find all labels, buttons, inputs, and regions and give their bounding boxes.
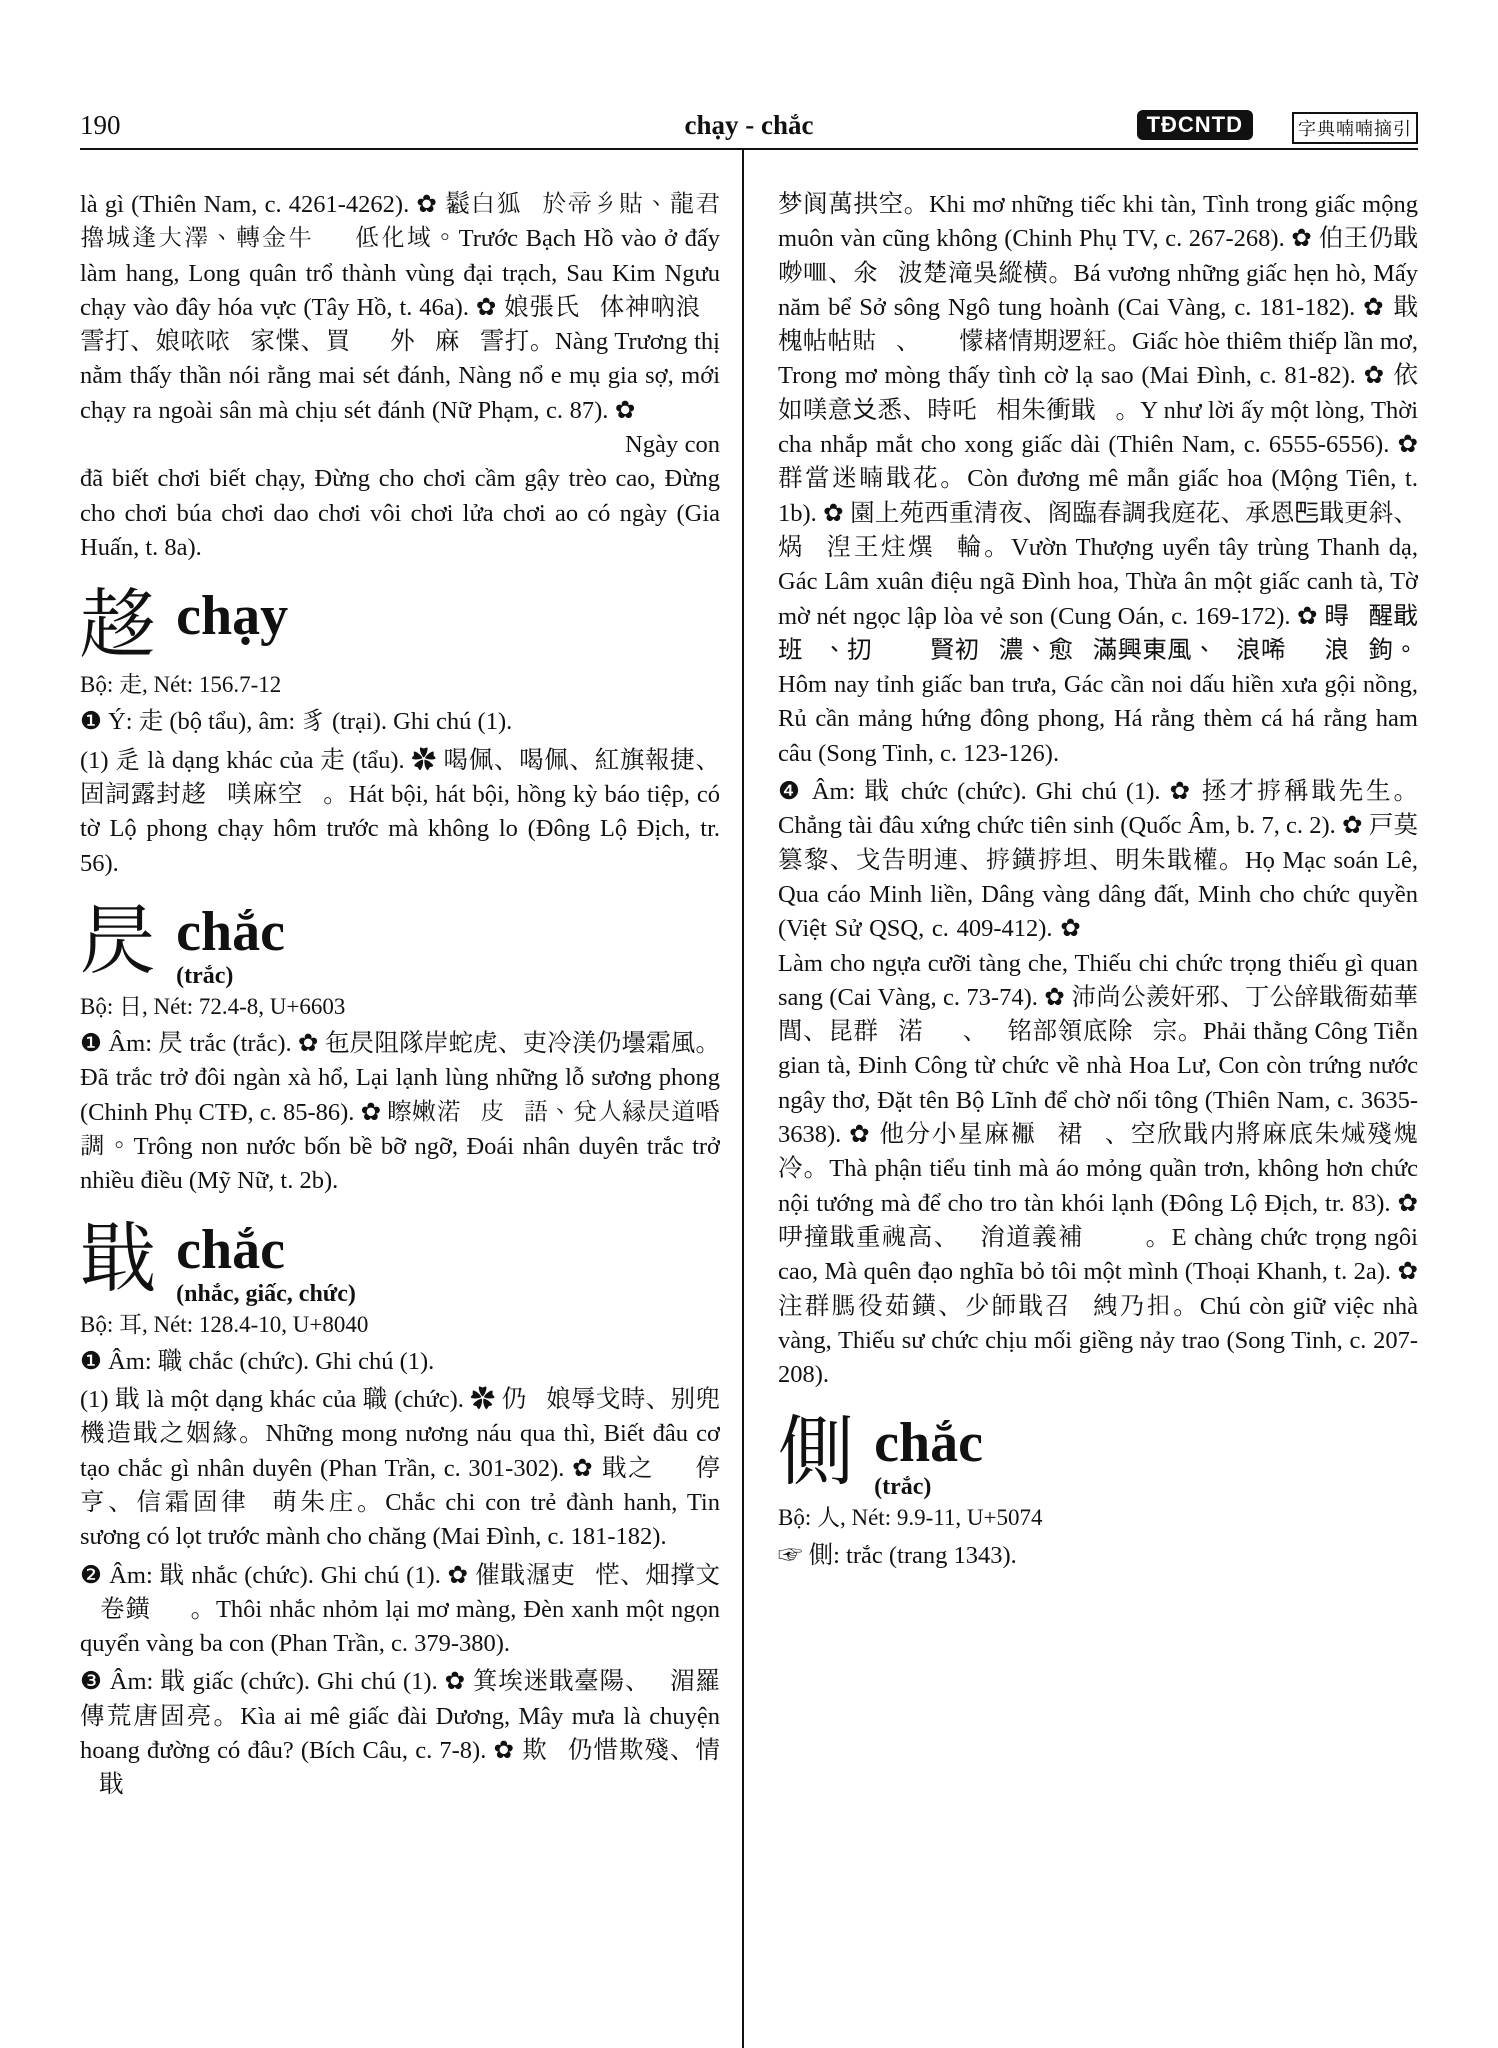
entry-alt-reading: (trắc) bbox=[176, 962, 234, 989]
entry-character: 戢 bbox=[80, 1217, 156, 1302]
entry-word: chắc bbox=[176, 1218, 285, 1281]
sense-1: ❶ Âm: 職 chắc (chức). Ghi chú (1). bbox=[80, 1347, 435, 1375]
sense-4: ❹ Âm: 戢 chức (chức). Ghi chú (1). ✿ 拯才𢭸稱戢先生。Chẳng tài đâu xứng chức tiên sinh (Quốc Âm, b. 7, c. 2). ✿ 戸莫篡黎、戈告明連、𢭸鐄𢭸坦、明朱戢權。Họ Mạc soán Lê, Qua cáo Minh liền, Dâng vàng dâng đất, Minh cho chức quyền (Việt Sử QSQ, c. 409-412). ✿ 𡗉朱馭𧍋藏嘜、少之戢重少之官𦇒。Làm cho ngựa cưỡi tàng che, Thiếu chi chức trọng thiếu gì quan sang (Cai Vàng, c. 73-74). ✿ 沛尚公羨奸邪、丁公辝戢衙茹華閭、昆群𠼯渃𤺳𤹾、𡀯铭部領底除𦀊宗。Phải thằng Công Tiễn gian tà, Đinh Công từ chức về nhà Hoa Lư, Con còn trứng nước ngây thơ, Đặt tên Bộ Lĩnh để chờ nối tông (Thiên Nam, c. 3635-3638). ✿ 他分小星麻𧞣𠯦裙𠹾、空欣戢内將麻底朱𤈪殘𤌋冷。Thà phận tiểu tinh mà áo mỏng quần trơn, không hơn chức nội tướng mà để cho tro tàn khói lạnh (Đông Lộ Địch, tr. 83). ✿ 吚撞戢重𩲡高、𢜝㳙道義補𥘀𠬠𨉟。E chàng chức trọng ngôi cao, Mà quên đạo nghĩa bỏ tôi một mình (Thoại Khanh, t. 2a). ✿ 注群𦟐役茹鐄、少師戢召𦀊絏乃𢪏。Chú còn giữ việc nhà vàng, Thiếu sư chức chịu mối giềng nảy trao (Song Tinh, c. 207-208). bbox=[778, 778, 1418, 1389]
sense-2: ❷ Âm: 戢 nhắc (chức). Ghi chú (1). ✿ 催戢𣽶吏𢜝恾、畑撑文𦹵卷鐄𠀧𥚇。Thôi nhắc nhỏm lại mơ màng, Đèn xanh một ngọn quyển vàng ba con (Phan Trần, c. 379-380). bbox=[80, 1561, 720, 1658]
column-divider bbox=[742, 150, 744, 2048]
entry-alt-reading: (trắc) bbox=[874, 1474, 932, 1501]
entry-radical: Bộ: 日, Nét: 72.4-8, U+6603 bbox=[80, 993, 346, 1019]
left-column bbox=[80, 188, 720, 1958]
sense-1: ❶ Âm: 昃 trắc (trắc). ✿ 㐌昃阻隊岸蛇虎、吏冷渼仍壜霜風。Đã trắc trở đôi ngàn xà hổ, Lại lạnh lùng những lỗ sương phong (Chinh Phụ CTĐ, c. 85-86). ✿ 𥌀嫩渃𡽫皮𢀨語、兑人縁昃道㖧調。Trông non nước bốn bề bỡ ngỡ, Đoái nhân duyên trắc trở nhiều điều (Mỹ Nữ, t. 2b). bbox=[80, 1030, 720, 1195]
entry-radical: Bộ: 人, Nét: 9.9-11, U+5074 bbox=[778, 1505, 1043, 1531]
entry-word: chạy bbox=[176, 585, 289, 648]
entry-head-chac-2 bbox=[80, 1219, 720, 1307]
entry-head-chac-3 bbox=[778, 1412, 1418, 1500]
entry-head-chay bbox=[80, 585, 720, 667]
sense-3: ❸ Âm: 戢 giấc (chức). Ghi chú (1). ✿ 箕埃迷戢臺陽、𠖈湄羅傳荒唐固亮。Kìa ai mê giấc đài Dương, Mây mưa là chuyện hoang đường có đâu? (Bích Câu, c. 7-8). ✿ 欺𥋳仍惜欺殘、情𢲫戢 bbox=[80, 1668, 720, 1799]
nom-logo: 字典喃喃摘引 bbox=[1292, 112, 1418, 144]
page-header bbox=[80, 104, 1418, 148]
note-1: (1) 辵 là dạng khác của 走 (tẩu). ✿ 喝佩、喝佩、紅旗報捷、固詞露封趍𣈕𠸍麻空𢥈。Hát bội, hát bội, hồng kỳ báo tiệp, có tờ Lộ phong chạy hôm trước mà không lo (Đông Lộ Địch, tr. 56). bbox=[80, 746, 720, 877]
cross-reference: ☞ 側: trắc (trang 1343). bbox=[778, 1541, 1017, 1569]
note-1: (1) 戢 là một dạng khác của 職 (chức). ✿ 仍𥉫娘辱戈時、别兜機造戢之姻緣。Những mong nương náu qua thì, Biết đâu cơ tạo chắc gì nhân duyên (Phan Trần, c. 301-302). ✿ 戢之𥚇𩡋停亨、信霜固律𩯰萌朱庄。Chắc chi con trẻ đành hanh, Tin sương có lọt trước mành cho chăng (Mai Đình, c. 181-182). bbox=[80, 1386, 720, 1551]
running-title: chạy - chắc bbox=[684, 110, 814, 140]
entry-character: 昃 bbox=[80, 899, 156, 984]
entry-word: chắc bbox=[176, 900, 285, 963]
entry-character: 側 bbox=[778, 1411, 854, 1496]
right-column bbox=[778, 188, 1418, 1958]
entry-character: 趍 bbox=[80, 584, 156, 669]
entry-alt-reading: (nhắc, giấc, chức) bbox=[176, 1280, 356, 1307]
header-rule bbox=[80, 148, 1418, 150]
entry-continuation: là gì (Thiên Nam, c. 4261-4262). ✿ 𩯰白狐𠖈於帝乡𧵑、龍君擼城逢大澤、轉金牛𨀈𠖈低化域。Trước Bạch Hồ vào ở đấy làm hang, Long quân trổ thành vùng đại trạch, Sau Kim Ngưu chạy vào đây hóa vực (Tây Hồ, t. 46a). ✿ 娘張氏𦝄体神吶浪𣈕霅打、娘𠲖𠲖𡛔家惵、買𨀈𠱖外𡑝麻𠺒霅打。Nàng Trương thị nằm thấy thần nói rằng mai sét đánh, Nàng nổ e mụ gia sợ, mới chạy ra ngoài sân mà chịu sét đánh (Nữ Phạm, c. 87). ✿ 𤄯𥚇𦊚别𨔈别𨀈、停朱𨔈擒棍𨆢高、停朱𨔈𨦁𨔈刀、𨔈𥕄𨔈𤎎𨔈𨫊固𤄯。Ngày con đã biết chơi biết chạy, Đừng cho chơi cầm gậy trèo cao, Đừng cho chơi búa chơi dao chơi vôi chơi lửa chơi ao có ngày (Gia Huấn, t. 8a). bbox=[80, 191, 720, 561]
entry-word: chắc bbox=[874, 1412, 983, 1475]
page-number: 190 bbox=[80, 110, 121, 140]
entry-radical: Bộ: 走, Nét: 156.7-12 bbox=[80, 672, 282, 698]
sense-1: ❶ Ý: 走 (bộ tẩu), âm: 豸 (trại). Ghi chú (1). bbox=[80, 708, 513, 736]
entry-radical: Bộ: 耳, Nét: 128.4-10, U+8040 bbox=[80, 1311, 369, 1337]
publisher-logo: TĐCNTD bbox=[1137, 110, 1253, 140]
sense-3-continued: 梦阆萬拱空。Khi mơ những tiếc khi tàn, Tình trong giấc mộng muôn vàn cũng không (Chinh Phụ TV, c. 267-268). ✿ 伯王仍戢𠴕𠰘、氽𪶍波楚滝吳縱横。Bá vương những giấc hẹn hò, Mấy năm bể Sở sông Ngô tung hoành (Cai Vàng, c. 181-182). ✿ 戢槐帖帖𧵑𢜝、𢬣𢜝懞𣗓情期逻𥿁。Giấc hòe thiêm thiếp lần mơ, Trong mơ mòng thấy tình cờ lạ sao (Mai Đình, c. 81-82). ✿ 依如𠸍意𠬠悉、時吒𠯹相朱衝戢𨱽。Y như lời ấy một lòng, Thời cha nhắp mắt cho xong giấc dài (Thiên Nam, c. 6555-6556). ✿ 群當迷𥈶戢花。Còn đương mê mẫn giấc hoa (Mộng Tiên, t. 1b). ✿ 園上苑西重清夜、阁臨春調我庭花、承恩𠀧戢更斜、㶽𢜝湼王炷熼𢬗輪。Vườn Thượng uyển tây trùng Thanh dạ, Gác Lâm xuân điệu ngã Đình hoa, Thừa ân một giấc canh tà, Tờ mờ nét ngọc lập lòa vẻ son (Cung Oán, c. 169-172). ✿ 𣈜𠛌醒戢班𣈖、㧅𦹵𨆢𨅹賢初𠱋濃、愈𦹵滿興東風、𠰘浪唏𩵜𠰘浪𡂒鉤。Hôm nay tỉnh giấc ban trưa, Gác cần noi dấu hiền xưa gội nồng, Rủ cần mảng hứng đông phong, Há rằng thèm cá há rằng ham câu (Song Tinh, c. 123-126). bbox=[778, 191, 1418, 767]
entry-head-chac-1 bbox=[80, 901, 720, 989]
